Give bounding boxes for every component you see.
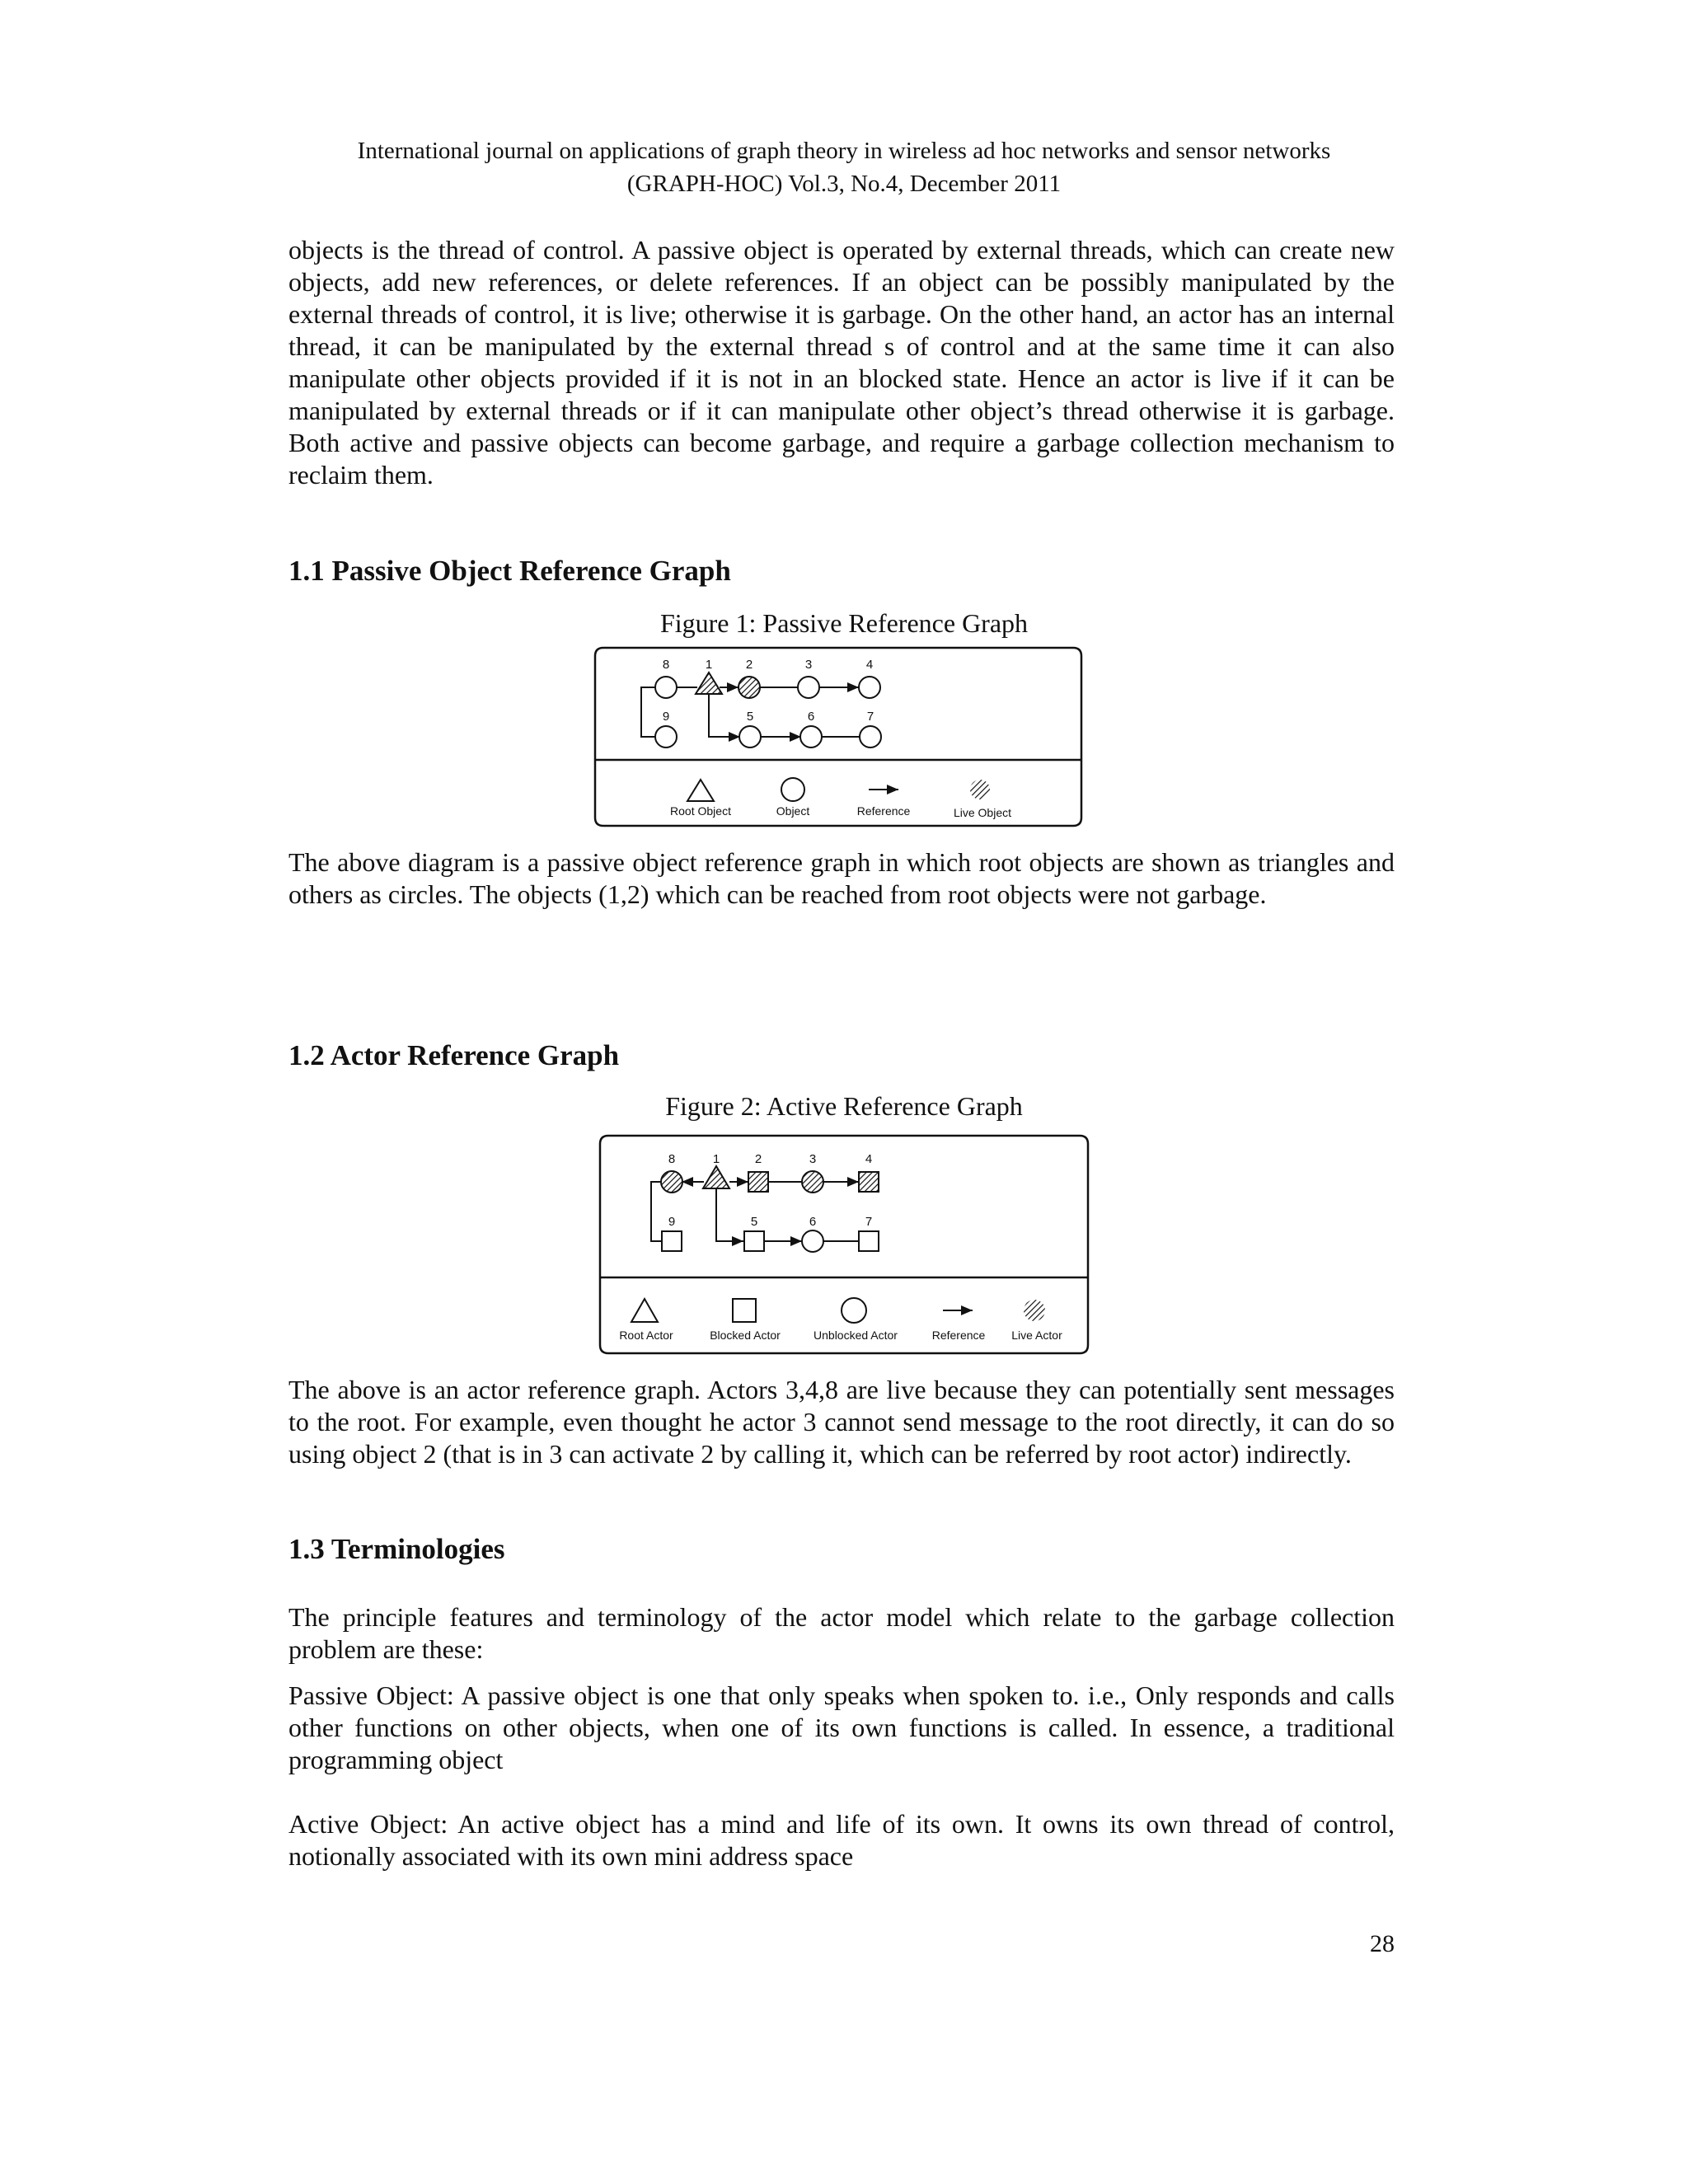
actor-7-blocked [859, 1231, 879, 1251]
edge-1-5 [709, 694, 740, 737]
actor-9-blocked [662, 1231, 682, 1251]
actor-label-9: 9 [668, 1215, 676, 1229]
running-header [0, 134, 1688, 200]
fig1-description-paragraph: The above diagram is a passive object reference graph in which root objects are shown as triangles and others as circles. The objects (1,2) which can be reached from root objects were not garbage. [288, 847, 1395, 909]
actor-label-5: 5 [750, 1215, 758, 1229]
figure-2-caption: Figure 2: Active Reference Graph [665, 1091, 1023, 1121]
legend-unblocked-actor-label: Unblocked Actor [814, 1329, 898, 1342]
actor-label-3: 3 [809, 1152, 817, 1166]
node-label-3: 3 [804, 658, 813, 672]
node-6 [800, 726, 822, 748]
intro-paragraph: objects is the thread of control. A passive object is operated by external threads, which can create new objects, add new references, or delete references. If an object can be possibly manipulated by the external threads of control, it is live; otherwise it is garbage. On the other hand, an actor has an internal thread, it can be manipulated by the external thread s of control and at the same time it can also manipulate other objects provided if it is not in an blocked state. Hence an actor is live if it can be manipulated by external threads or if it can manipulate other object’s thread otherwise it is garbage. Both active and passive objects can become garbage, and require a garbage collection mechanism to reclaim them. [288, 235, 1395, 490]
actor-4-live-blocked [859, 1172, 879, 1192]
legend-live-actor-icon [1024, 1300, 1045, 1321]
header-line-2: (GRAPH-HOC) Vol.3, No.4, December 2011 [626, 171, 1062, 197]
legend-reference-label: Reference [856, 804, 911, 818]
actor-label-1: 1 [712, 1152, 720, 1166]
legend-unblocked-actor-icon [842, 1298, 866, 1323]
node-label-5: 5 [746, 710, 754, 724]
node-1-root [696, 673, 722, 694]
actor-2-live-blocked [748, 1172, 768, 1192]
node-3 [798, 677, 819, 698]
legend-blocked-actor-label: Blocked Actor [710, 1329, 781, 1342]
node-label-8: 8 [662, 658, 670, 672]
edge-8-9 [651, 1182, 662, 1241]
node-label-1: 1 [705, 658, 713, 672]
legend-root-object-label: Root Object [670, 804, 731, 818]
actor-label-6: 6 [809, 1215, 817, 1229]
node-label-9: 9 [662, 710, 670, 724]
actor-label-2: 2 [754, 1152, 762, 1166]
node-2-live [738, 677, 760, 698]
heading-1-3: 1.3 Terminologies [288, 1533, 505, 1565]
header-line-1: International journal on applications of graph theory in wireless ad hoc networks and sensor networks [357, 138, 1331, 164]
fig2-description-paragraph: The above is an actor reference graph. Actors 3,4,8 are live because they can potentially sent messages to the root. For example, even thought he actor 3 cannot send message to the root directly, it can do so using object 2 (that is in 3 can activate 2 by calling it, which can be referred by root actor) indirectly. [288, 1375, 1395, 1469]
node-8 [655, 677, 677, 698]
actor-1-root [703, 1166, 729, 1188]
legend-live-object-icon [970, 780, 990, 799]
actor-6-unblocked [802, 1230, 823, 1252]
node-7 [860, 726, 881, 748]
passive-object-definition: Passive Object: A passive object is one that only speaks when spoken to. i.e., Only responds and calls other functions on other objects, when one of its own functions is called. In essence, a traditional programming object [288, 1680, 1395, 1774]
legend-root-object-icon [687, 780, 714, 801]
legend-blocked-actor-icon [733, 1299, 756, 1322]
heading-1-1: 1.1 Passive Object Reference Graph [288, 555, 731, 587]
node-9 [655, 726, 677, 748]
figure-2-active-reference-graph [597, 1132, 1091, 1357]
legend-live-actor-label: Live Actor [1011, 1329, 1062, 1342]
actor-8-live [661, 1171, 682, 1193]
actor-3-live [802, 1171, 823, 1193]
node-label-2: 2 [745, 658, 753, 672]
edge-8-9 [641, 687, 655, 737]
edge-1-5 [716, 1188, 743, 1241]
heading-1-2: 1.2 Actor Reference Graph [288, 1039, 620, 1071]
page-number: 28 [1370, 1930, 1395, 1957]
legend-root-actor-label: Root Actor [619, 1329, 673, 1342]
legend-object-label: Object [776, 804, 810, 818]
legend-live-object-label: Live Object [953, 806, 1012, 819]
node-4 [859, 677, 880, 698]
legend-root-actor-icon [631, 1299, 658, 1322]
node-label-7: 7 [866, 710, 874, 724]
node-label-4: 4 [865, 658, 874, 672]
actor-label-7: 7 [865, 1215, 873, 1229]
terminologies-intro-paragraph: The principle features and terminology of the actor model which relate to the garbage collection problem are these: [288, 1602, 1395, 1664]
legend-reference-label: Reference [931, 1329, 986, 1342]
active-object-definition: Active Object: An active object has a mind and life of its own. It owns its own thread of control, notionally associated with its own mini address space [288, 1809, 1395, 1871]
actor-5-blocked [744, 1231, 764, 1251]
node-5 [739, 726, 761, 748]
figure-1-caption: Figure 1: Passive Reference Graph [659, 608, 1029, 638]
legend-object-icon [781, 778, 804, 801]
node-label-6: 6 [807, 710, 815, 724]
actor-label-4: 4 [865, 1152, 873, 1166]
figure-1-passive-reference-graph [592, 644, 1085, 829]
actor-label-8: 8 [668, 1152, 676, 1166]
